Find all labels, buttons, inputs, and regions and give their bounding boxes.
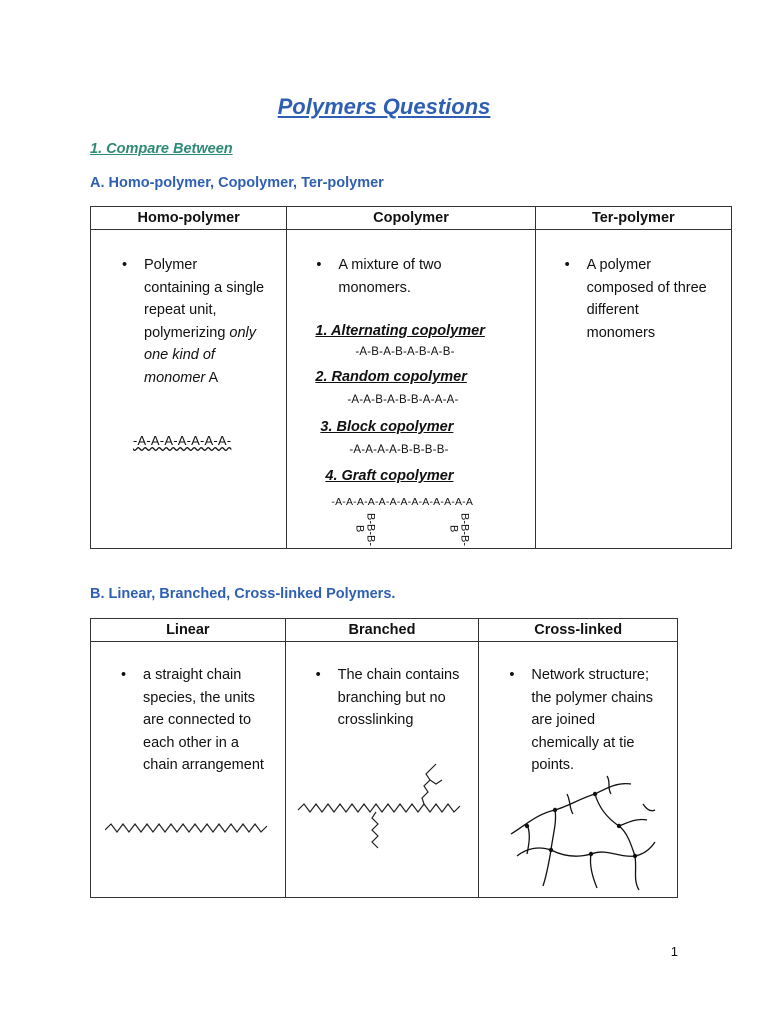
bullet: •: [315, 667, 321, 683]
cell-branched: [285, 642, 479, 898]
linear-line-1: a straight chain: [143, 667, 242, 683]
cell-co: [287, 230, 535, 549]
linear-chain-diagram: [105, 820, 271, 838]
co-intro-2: monomers.: [338, 279, 411, 296]
col-header-cross: Cross-linked: [479, 619, 678, 642]
col-header-homo: Homo-polymer: [91, 207, 287, 230]
branched-line-3: crosslinking: [337, 712, 414, 728]
homo-line-2: containing a single: [144, 279, 265, 296]
cross-line-2: the polymer chains: [531, 689, 654, 706]
cell-linear: [91, 642, 286, 898]
ter-text: [564, 254, 707, 344]
linear-line-2: species, the units: [143, 689, 256, 706]
linear-line-3: are connected to: [143, 712, 252, 728]
bullet: •: [509, 667, 515, 683]
homo-line-6: [144, 367, 264, 390]
bullet: •: [316, 257, 322, 273]
co-graft-chain: -A-A-A-A-A-A-A-A-A-A-A-A-A: [331, 496, 474, 508]
col-header-co: Copolymer: [287, 207, 535, 230]
homo-chain: -A-A-A-A-A-A-A-: [133, 433, 232, 448]
col-header-linear: Linear: [91, 619, 286, 642]
ter-line-2: composed of three: [586, 279, 707, 296]
homo-line-6b: A: [205, 369, 219, 386]
branched-line-1: The chain contains: [337, 667, 460, 683]
branched-text: [315, 664, 460, 732]
col-header-branched: Branched: [285, 619, 479, 642]
table-b: [90, 618, 678, 898]
co-alternating-chain: -A-B-A-B-A-B-A-B-: [355, 346, 455, 358]
cross-line-1: Network structure;: [531, 667, 649, 683]
co-intro: [316, 254, 442, 299]
crosslinked-network-diagram: [507, 774, 657, 892]
homo-line-5: one kind of: [144, 347, 215, 363]
co-intro-1: A mixture of two: [338, 257, 442, 273]
part-a-heading: A. Homo-polymer, Copolymer, Ter-polymer: [90, 175, 384, 191]
cell-cross: [479, 642, 678, 898]
cross-line-3: are joined: [531, 712, 596, 728]
col-header-ter: Ter-polymer: [535, 207, 731, 230]
co-random-chain: -A-A-B-A-B-B-A-A-A-: [347, 394, 459, 406]
branched-line-2: branching but no: [337, 689, 446, 706]
cross-line-4: chemically at tie: [531, 734, 635, 751]
bullet: •: [564, 257, 570, 273]
linear-text: [121, 664, 264, 777]
cross-text: [509, 664, 654, 777]
page-number: 1: [670, 944, 678, 959]
co-graft-heading: 4. Graft copolymer: [325, 468, 454, 484]
homo-line-4: [144, 322, 264, 345]
cell-homo: [91, 230, 287, 549]
cross-line-5: points.: [531, 757, 575, 773]
homo-line-4b: only: [229, 324, 257, 341]
section-heading: 1. Compare Between: [90, 141, 233, 157]
bullet: •: [121, 667, 127, 683]
table-a: [90, 206, 732, 549]
homo-line-3: repeat unit,: [144, 302, 217, 318]
homo-line-4a: polymerizing: [144, 324, 230, 341]
part-b-heading: B. Linear, Branched, Cross-linked Polymers.: [90, 586, 396, 602]
graft-branch-right: B-B-B-B: [447, 512, 471, 546]
ter-line-3: different: [586, 302, 639, 318]
linear-line-4: each other in a: [143, 734, 239, 751]
bullet: •: [122, 257, 128, 273]
co-block-chain: -A-A-A-A-B-B-B-B-: [349, 444, 449, 456]
ter-line-4: monomers: [586, 324, 656, 341]
branched-chain-diagram: [296, 754, 468, 854]
co-alternating-heading: 1. Alternating copolymer: [315, 323, 485, 339]
linear-line-5: chain arrangement: [143, 757, 264, 773]
co-block-heading: 3. Block copolymer: [320, 419, 454, 435]
page-title: Polymers Questions: [277, 94, 491, 119]
homo-line-1: Polymer: [144, 257, 198, 273]
ter-line-1: A polymer: [586, 257, 652, 273]
homo-line-6a: monomer: [144, 369, 206, 386]
co-random-heading: 2. Random copolymer: [315, 369, 467, 385]
homo-text: [122, 254, 265, 389]
cell-ter: [535, 230, 731, 549]
graft-branch-left: B-B-B-B: [353, 512, 377, 546]
